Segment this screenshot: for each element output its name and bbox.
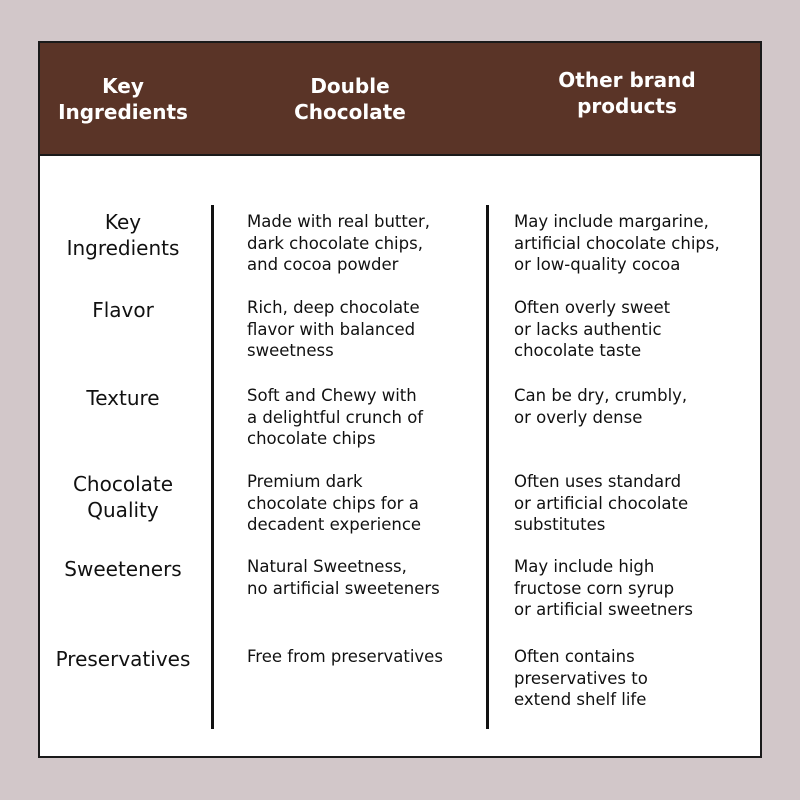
double-chocolate-cell: Soft and Chewy with a delightful crunch of chocolate chips: [247, 386, 424, 448]
header-double-chocolate: Double Chocolate: [294, 73, 406, 124]
row-label: Preservatives: [55, 647, 191, 671]
other-brand-cell: Often overly sweet or lacks authentic chocolate taste: [514, 298, 671, 360]
row-label: Sweeteners: [64, 557, 182, 581]
header-other-brand: Other brand products: [558, 67, 696, 118]
other-brand-cell: May include margarine, artificial chocolate chips, or low-quality cocoa: [514, 212, 720, 274]
row-label: Key Ingredients: [66, 210, 180, 260]
other-brand-cell: May include high fructose corn syrup or artificial sweetners: [514, 557, 693, 619]
double-chocolate-cell: Premium dark chocolate chips for a decadent experience: [247, 472, 422, 534]
double-chocolate-cell: Natural Sweetness, no artificial sweeteners: [247, 557, 440, 598]
double-chocolate-cell: Free from preservatives: [247, 647, 443, 666]
other-brand-cell: Often uses standard or artificial chocolate substitutes: [514, 472, 689, 534]
other-brand-cell: Can be dry, crumbly, or overly dense: [514, 386, 688, 427]
other-brand-cell: Often contains preservatives to extend shelf life: [514, 647, 648, 709]
double-chocolate-cell: Rich, deep chocolate flavor with balanced sweetness: [247, 298, 420, 360]
header-key-ingredients: Key Ingredients: [58, 73, 188, 124]
column-divider: [211, 205, 214, 729]
table-header: [40, 43, 760, 156]
row-label: Texture: [86, 386, 160, 410]
row-label: Flavor: [92, 298, 154, 322]
column-divider: [486, 205, 489, 729]
comparison-table: [38, 41, 762, 758]
double-chocolate-cell: Made with real butter, dark chocolate chips, and cocoa powder: [247, 212, 431, 274]
row-label: Chocolate Quality: [72, 472, 174, 522]
